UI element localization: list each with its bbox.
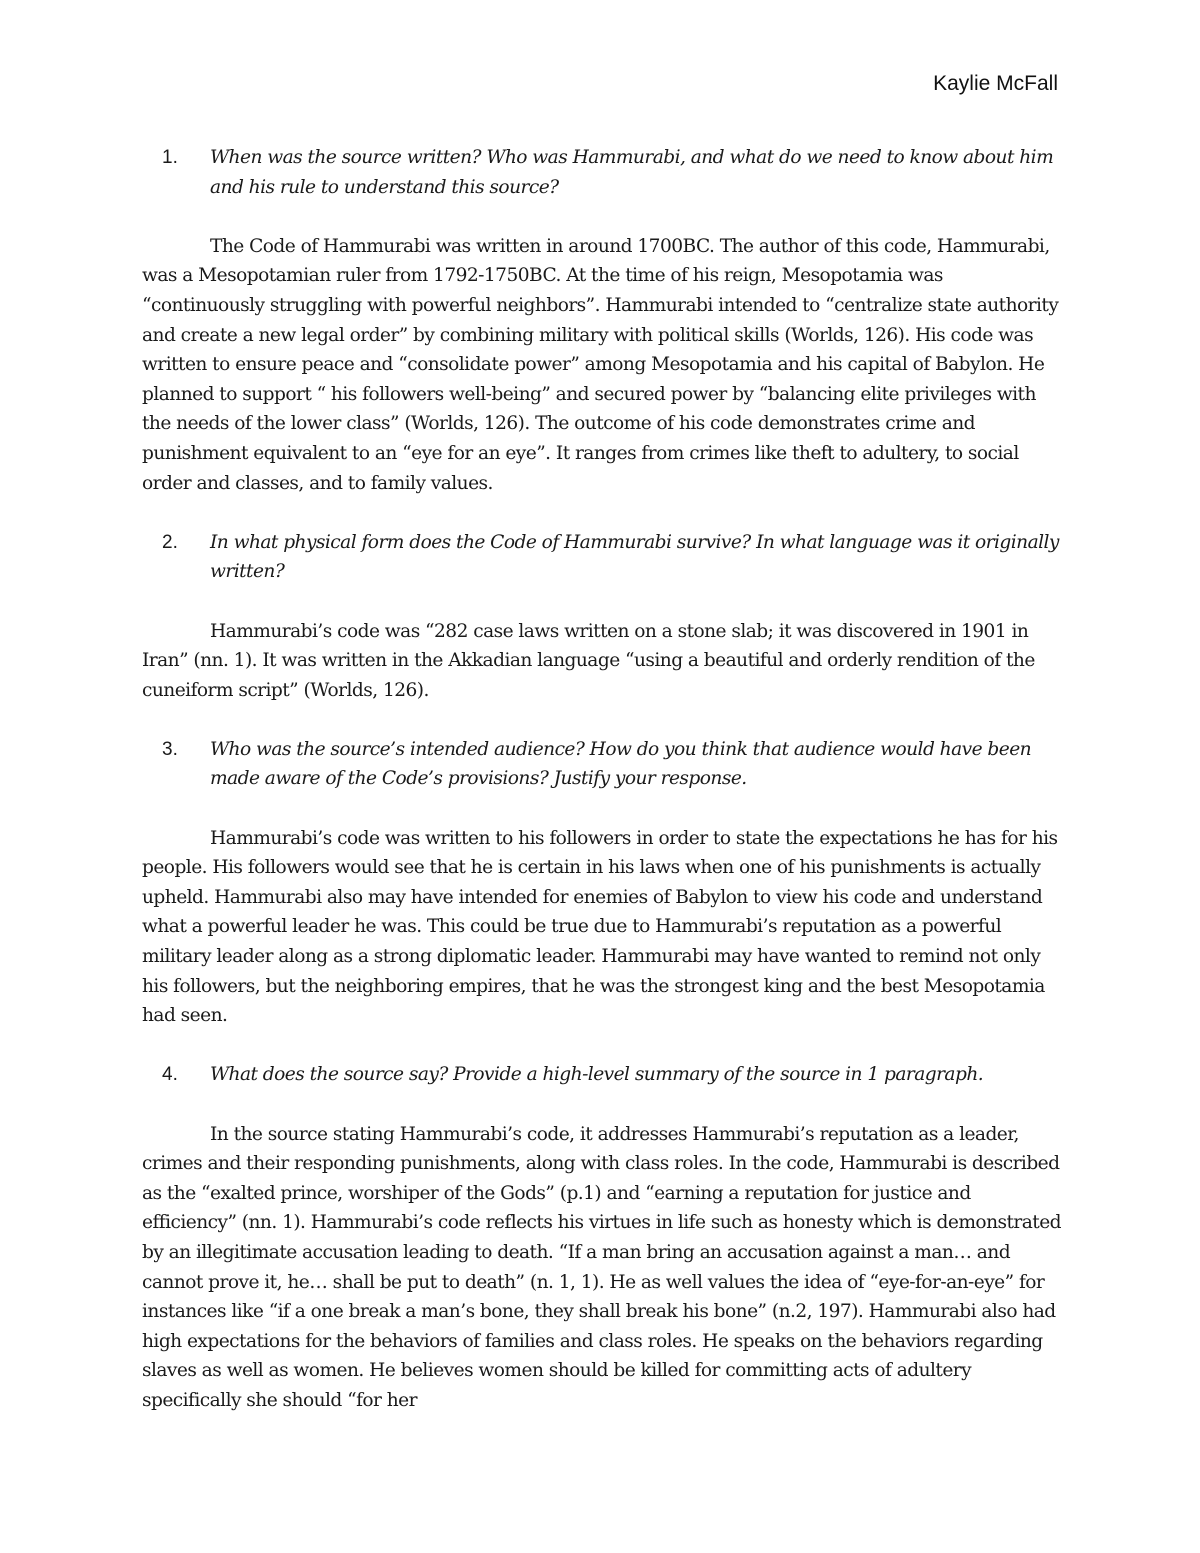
question-number: 1. — [162, 147, 178, 168]
question-4 — [142, 1060, 1062, 1090]
question-text: Who was the source’s intended audience? How do you think that audience would have been made aware of the Code’s provisions? Justify your response. — [210, 738, 1032, 790]
question-number: 4. — [162, 1064, 178, 1086]
document-body — [142, 143, 1062, 1445]
answer-4: In the source stating Hammurabi’s code, it addresses Hammurabi’s reputation as a leader, crimes and their responding punishments, along with class roles. In the code, Hammurabi is described as the “exalted prince, worshiper of the Gods” (p.1) and “earning a reputation for justice and efficiency” (nn. 1). Hammurabi’s code reflects his virtues in life such as honesty which is demonstrated by an illegitimate accusation leading to death. “If a man bring an accusation against a man… and cannot prove it, he… shall be put to death” (n. 1, 1). He as well values the idea of “eye-for-an-eye” for instances like “if a one break a man’s bone, they shall break his bone” (n.2, 197). Hammurabi also had high expectations for the behaviors of families and class roles. He speaks on the behaviors regarding slaves as well as women. He believes women should be killed for committing acts of adultery specifically she should “for her — [142, 1123, 1062, 1411]
author-name: Kaylie McFall — [933, 72, 1058, 95]
question-3 — [142, 735, 1062, 794]
question-text: In what physical form does the Code of Hammurabi survive? In what language was it originally written? — [210, 531, 1059, 583]
question-number: 3. — [162, 738, 178, 760]
answer-2: Hammurabi’s code was “282 case laws written on a stone slab; it was discovered in 1901 in Iran” (nn. 1). It was written in the Akkadian language “using a beautiful and orderly rendition of the cuneiform script” (Worlds, 126). — [142, 620, 1035, 701]
question-number: 2. — [162, 531, 178, 553]
question-text: When was the source written? Who was Hammurabi, and what do we need to know about him and his rule to understand this source? — [210, 147, 1054, 198]
answer-3: Hammurabi’s code was written to his followers in order to state the expectations he has for his people. His followers would see that he is certain in his laws when one of his punishments is actually upheld. Hammurabi also may have intended for enemies of Babylon to view his code and understand what a powerful leader he was. This could be true due to Hammurabi’s reputation as a powerful military leader along as a strong diplomatic leader. Hammurabi may have wanted to remind not only his followers, but the neighboring empires, that he was the strongest king and the best Mesopotamia had seen. — [142, 827, 1058, 1027]
question-2 — [142, 528, 1062, 587]
question-1 — [142, 143, 1062, 202]
question-text: What does the source say? Provide a high-level summary of the source in 1 paragraph. — [210, 1064, 984, 1086]
answer-1: The Code of Hammurabi was written in around 1700BC. The author of this code, Hammurabi, was a Mesopotamian ruler from 1792-1750BC. At the time of his reign, Mesopotamia was “continuously struggling with powerful neighbors”. Hammurabi intended to “centralize state authority and create a new legal order” by combining military with political skills (Worlds, 126). His code was written to ensure peace and “consolidate power” among Mesopotamia and his capital of Babylon. He planned to support “ his followers well-being” and secured power by “balancing elite privileges with the needs of the lower class” (Worlds, 126). The outcome of his code demonstrates crime and punishment equivalent to an “eye for an eye”. It ranges from crimes like theft to adultery, to social order and classes, and to family values. — [142, 235, 1059, 494]
